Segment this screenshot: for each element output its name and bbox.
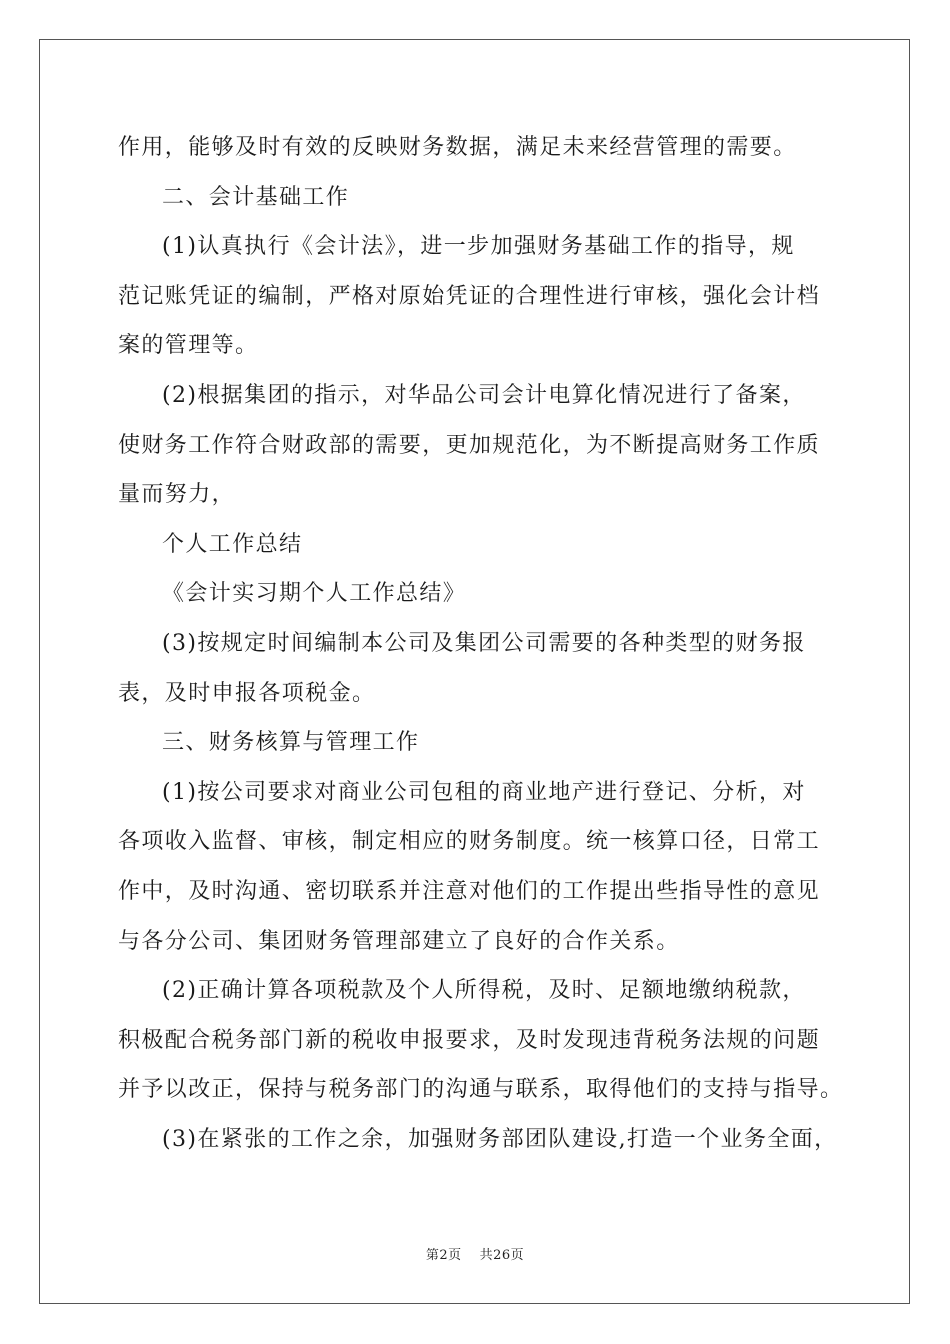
section-heading: 三、财务核算与管理工作 (162, 730, 420, 756)
body-line: 范记账凭证的编制，严格对原始凭证的合理性进行审核，强化会计档 (118, 283, 821, 309)
body-line: (3)按规定时间编制本公司及集团公司需要的各种类型的财务报 (162, 630, 806, 656)
body-line: (2)根据集团的指示，对华品公司会计电算化情况进行了备案， (162, 382, 806, 408)
body-line: 案的管理等。 (118, 333, 259, 359)
body-line: (1)认真执行《会计法》，进一步加强财务基础工作的指导，规 (162, 234, 795, 260)
body-line: 表，及时申报各项税金。 (118, 680, 376, 706)
body-line: 个人工作总结 (162, 531, 303, 557)
body-line: 积极配合税务部门新的税收申报要求，及时发现违背税务法规的问题 (118, 1027, 821, 1053)
body-line: (2)正确计算各项税款及个人所得税，及时、足额地缴纳税款， (162, 978, 806, 1004)
body-line: (3)在紧张的工作之余，加强财务部团队建设,打造一个业务全面， (162, 1126, 838, 1152)
section-heading: 二、会计基础工作 (162, 184, 350, 210)
body-line: 与各分公司、集团财务管理部建立了良好的合作关系。 (118, 928, 680, 954)
body-line: 量而努力， (118, 482, 236, 508)
page-footer (0, 1244, 950, 1263)
document-body (118, 123, 844, 1164)
page-total: 共26页 (479, 1248, 525, 1263)
body-line: 作中，及时沟通、密切联系并注意对他们的工作提出些指导性的意见 (118, 878, 821, 904)
body-line: (1)按公司要求对商业公司包租的商业地产进行登记、分析，对 (162, 779, 806, 805)
body-line: 使财务工作符合财政部的需要，更加规范化，为不断提高财务工作质 (118, 432, 821, 458)
body-line: 并予以改正，保持与税务部门的沟通与联系，取得他们的支持与指导。 (118, 1077, 844, 1103)
page-number: 第2页 (425, 1248, 462, 1263)
body-line: 《会计实习期个人工作总结》 (162, 581, 467, 607)
body-line: 各项收入监督、审核，制定相应的财务制度。统一核算口径，日常工 (118, 829, 821, 855)
body-line: 作用，能够及时有效的反映财务数据，满足未来经营管理的需要。 (118, 135, 797, 160)
